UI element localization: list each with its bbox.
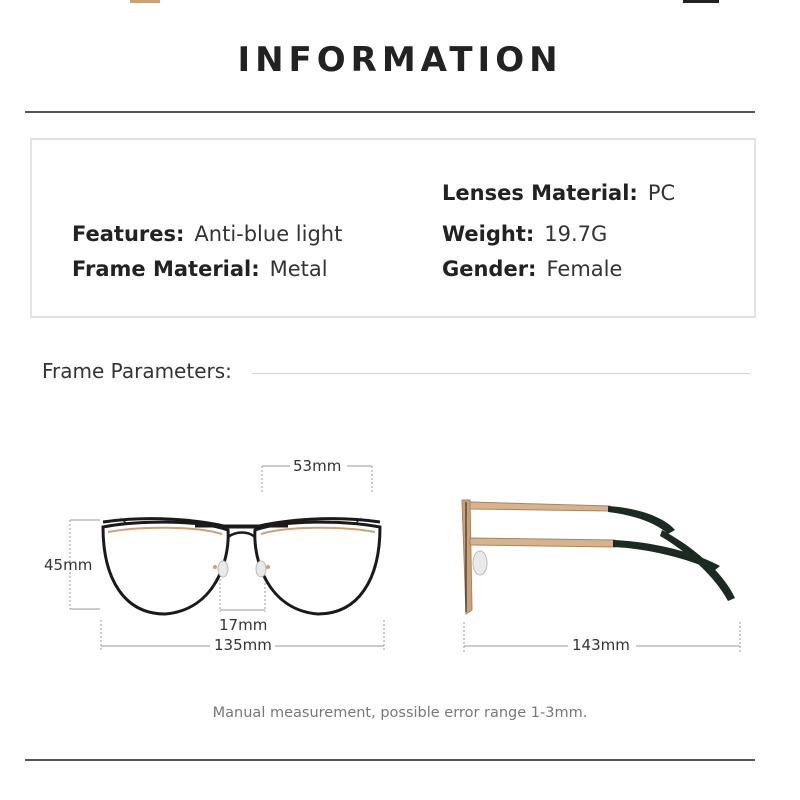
glasses-diagram <box>0 440 800 670</box>
glasses-side-view <box>462 500 740 652</box>
top-decoration-left <box>130 0 160 3</box>
spec-label: Frame Material: <box>72 257 260 281</box>
spec-label: Features: <box>72 222 185 246</box>
spec-value: 19.7G <box>544 222 608 246</box>
spec-gender <box>442 257 622 281</box>
lens-width-label: 53mm <box>293 457 342 475</box>
spec-label: Weight: <box>442 222 535 246</box>
spec-label: Gender: <box>442 257 537 281</box>
spec-features <box>72 222 342 246</box>
spec-weight <box>442 222 607 246</box>
spec-value: Metal <box>269 257 328 281</box>
spec-frame-material <box>72 257 328 281</box>
spec-label: Lenses Material: <box>442 181 638 205</box>
page-title: INFORMATION <box>237 40 563 80</box>
frame-width-label: 135mm <box>214 636 272 654</box>
spec-lenses-material <box>442 181 675 205</box>
frame-parameters-label: Frame Parameters: <box>42 359 232 383</box>
temple-length-label: 143mm <box>572 636 630 654</box>
top-decoration-right <box>683 0 719 3</box>
title-divider <box>25 111 755 113</box>
spec-value: Anti-blue light <box>194 222 343 246</box>
bridge-width-label: 17mm <box>219 616 268 634</box>
spec-box <box>30 138 756 318</box>
bottom-divider <box>25 759 755 761</box>
measurement-note: Manual measurement, possible error range 1-3mm. <box>212 705 588 721</box>
spec-value: Female <box>546 257 623 281</box>
spec-value: PC <box>647 181 676 205</box>
lens-height-label: 45mm <box>44 556 93 574</box>
frame-parameters-divider <box>252 373 750 374</box>
